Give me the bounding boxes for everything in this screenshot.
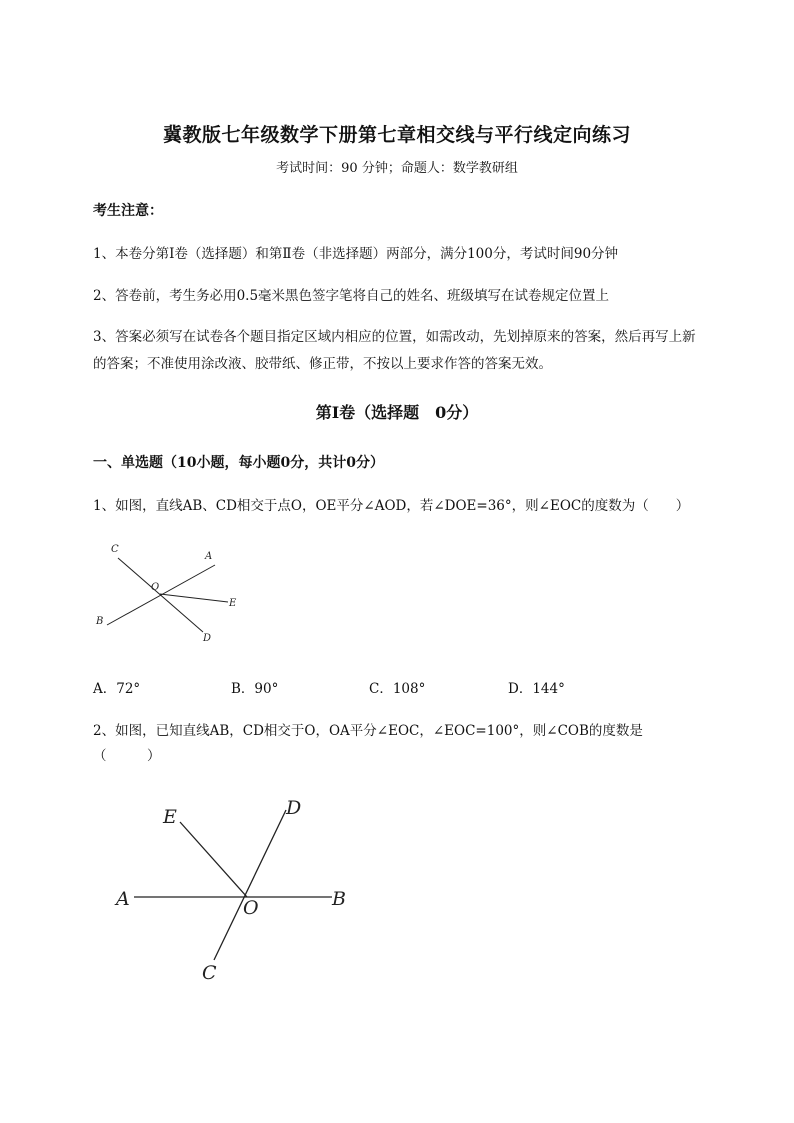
label-e: E [163, 806, 177, 828]
question-2-text: 2、如图，已知直线AB，CD相交于O，OA平分∠EOC，∠EOC=100°，则∠COB的度数是 [93, 723, 643, 739]
notice-item-3: 3、答案必须写在试卷各个题目指定区域内相应的位置，如需改动，先划掉原来的答案，然后再写上新 [93, 329, 696, 345]
ray-oe [160, 594, 228, 602]
label-d: D [286, 797, 302, 819]
ray-oe [180, 822, 247, 897]
section-title: 第Ⅰ卷（选择题 0分） [315, 403, 479, 422]
part-title: 一、单选题（10小题，每小题0分，共计0分） [93, 455, 384, 471]
label-a: A [116, 888, 130, 910]
label-c: C [111, 544, 119, 555]
question-1-figure [88, 535, 258, 650]
label-b: B [332, 888, 346, 910]
page-title: 冀教版七年级数学下册第七章相交线与平行线定向练习 [162, 124, 631, 146]
label-b: B [96, 616, 104, 627]
label-d: D [203, 633, 212, 644]
notice-item-1: 1、本卷分第Ⅰ卷（选择题）和第Ⅱ卷（非选择题）两部分，满分100分，考试时间90分钟 [93, 246, 619, 262]
question-2-figure [108, 790, 363, 990]
question-1-text: 1、如图，直线AB、CD相交于点O，OE平分∠AOD，若∠DOE=36°，则∠EOC的度数为（ ） [93, 498, 690, 514]
option-b: B．90° [231, 681, 279, 697]
question-2-blank: （ ） [93, 748, 161, 764]
label-c: C [202, 962, 217, 984]
option-a: A．72° [93, 681, 141, 697]
notice-heading: 考生注意： [93, 203, 163, 219]
label-a: A [205, 551, 213, 562]
option-d: D．144° [508, 681, 565, 697]
label-o: O [243, 897, 259, 919]
notice-item-2: 2、答卷前，考生务必用0.5毫米黑色签字笔将自己的姓名、班级填写在试卷规定位置上 [93, 288, 610, 304]
label-o: O [151, 582, 160, 593]
label-e: E [229, 598, 237, 609]
notice-item-3-cont: 的答案；不准使用涂改液、胶带纸、修正带，不按以上要求作答的答案无效。 [93, 356, 552, 372]
line-cd [214, 810, 286, 960]
line-cd [118, 558, 203, 632]
option-c: C．108° [369, 681, 426, 697]
exam-info: 考试时间：90 分钟；命题人：数学教研组 [276, 161, 518, 176]
